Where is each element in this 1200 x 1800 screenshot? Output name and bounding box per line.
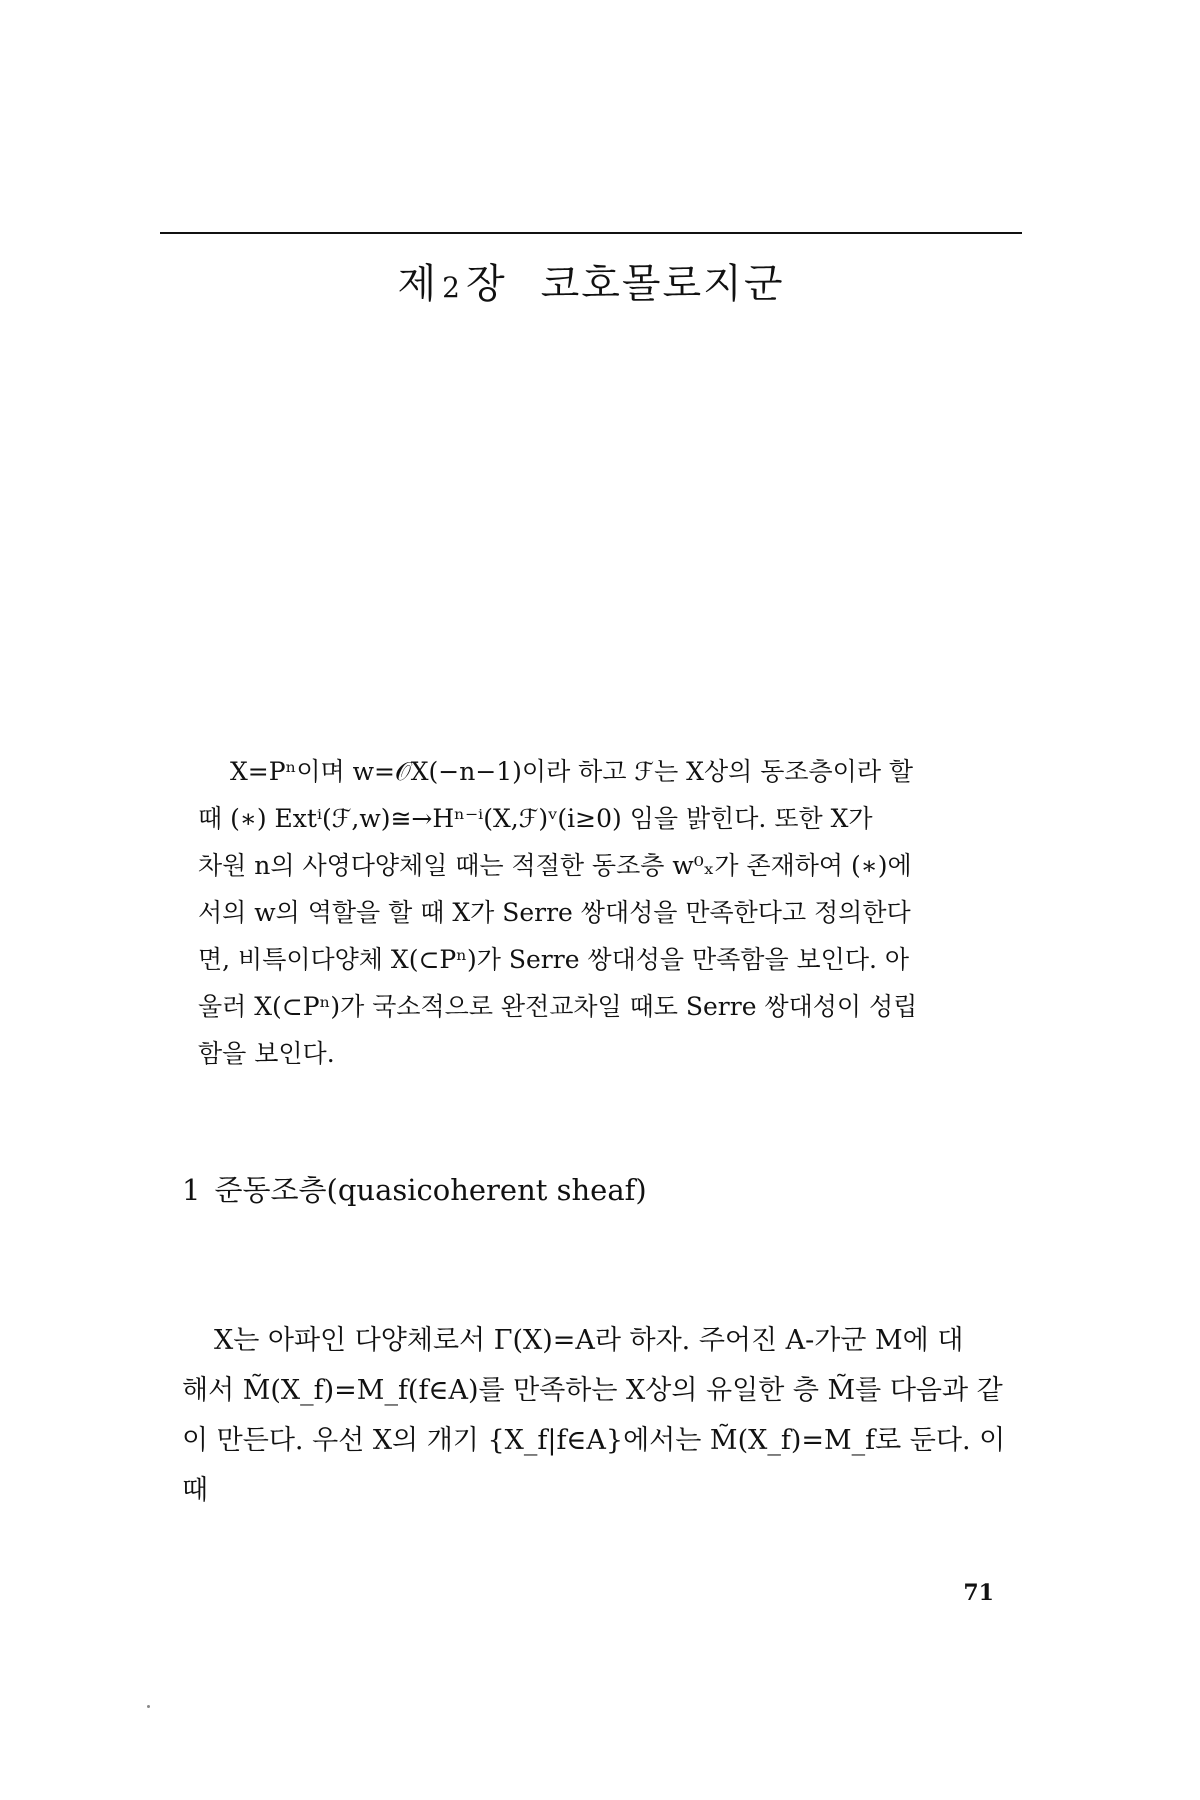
chapter-title	[160, 252, 1022, 309]
chapter-number: 2	[442, 271, 462, 304]
intro-paragraph	[198, 748, 988, 1077]
body-line: 해서 M̃(X_f)=M_f(f∈A)를 만족하는 X상의 유일한 층 M̃를 다음과 같	[182, 1375, 1003, 1406]
chapter-prefix: 제	[397, 261, 439, 307]
intro-line: 차원 n의 사영다양체일 때는 적절한 동조층 w⁰ₓ가 존재하여 (∗)에	[198, 851, 912, 880]
intro-line: 면, 비특이다양체 X(⊂Pⁿ)가 Serre 쌍대성을 만족함을 보인다. 아	[198, 945, 910, 974]
chapter-rule	[160, 232, 1022, 234]
section-title: 준동조층(quasicoherent sheaf)	[214, 1173, 647, 1207]
intro-line: 울러 X(⊂Pⁿ)가 국소적으로 완전교차일 때도 Serre 쌍대성이 성립	[198, 992, 918, 1021]
body-paragraph	[182, 1316, 1012, 1516]
body-line: X는 아파인 다양체로서 Γ(X)=A라 하자. 주어진 A-가군 M에 대	[214, 1325, 964, 1356]
intro-line: 때 (∗) Extⁱ(ℱ,w)≅→Hⁿ⁻ⁱ(X,ℱ)ᵛ(i≥0) 임을 밝힌다. 또한 X가	[198, 804, 873, 833]
chapter-suffix: 장	[465, 261, 507, 307]
intro-line: X=Pⁿ이며 w=𝒪X(−n−1)이라 하고 ℱ는 X상의 동조층이라 할	[230, 757, 914, 786]
section-number: 1	[182, 1173, 201, 1207]
page-number: 71	[963, 1580, 994, 1606]
scan-speck	[147, 1705, 150, 1708]
body-line: 때	[182, 1475, 209, 1506]
chapter-name: 코호몰로지군	[540, 261, 785, 307]
intro-line: 함을 보인다.	[198, 1039, 335, 1068]
intro-line: 서의 w의 역할을 할 때 X가 Serre 쌍대성을 만족한다고 정의한다	[198, 898, 911, 927]
body-line: 이 만든다. 우선 X의 개기 {X_f|f∈A}에서는 M̃(X_f)=M_f로 둔다. 이	[182, 1425, 1006, 1456]
section-heading	[182, 1168, 647, 1209]
